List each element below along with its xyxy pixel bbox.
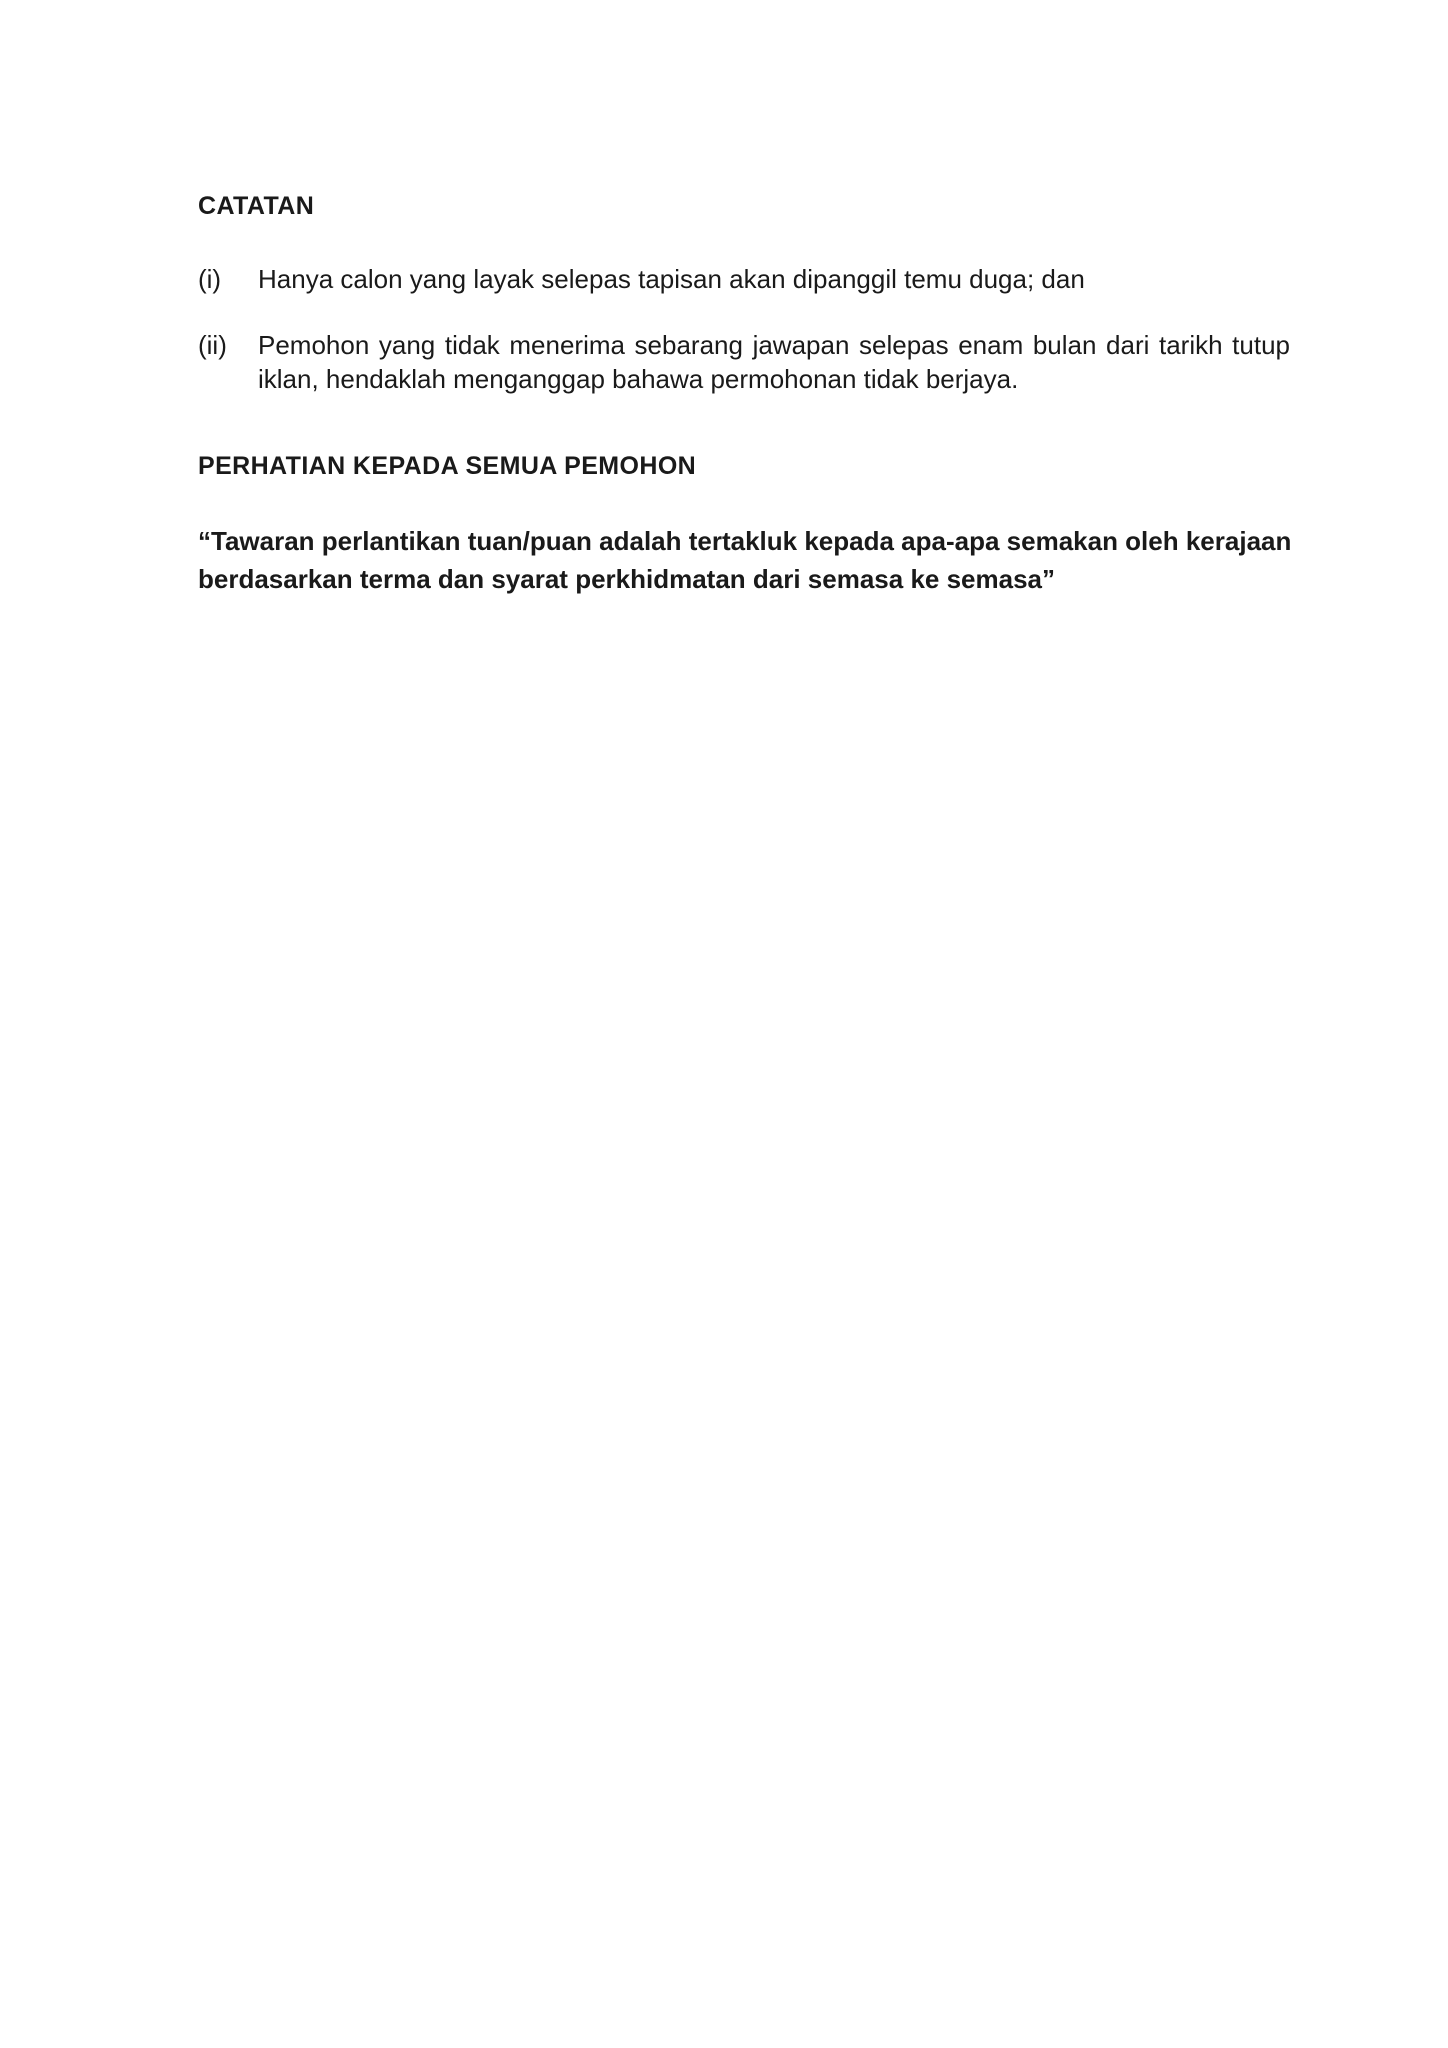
catatan-heading: CATATAN xyxy=(198,192,315,220)
note-text: Hanya calon yang layak selepas tapisan akan dipanggil temu duga; dan xyxy=(258,264,1085,294)
note-item-2 xyxy=(198,328,1290,396)
note-number: (ii) xyxy=(198,330,227,360)
note-item-1 xyxy=(198,262,1290,296)
note-number: (i) xyxy=(198,264,222,294)
perhatian-heading: PERHATIAN KEPADA SEMUA PEMOHON xyxy=(198,452,697,480)
note-text: Pemohon yang tidak menerima sebarang jawapan selepas enam bulan dari tarikh tutup iklan, hendaklah menganggap bahawa permohonan tidak berjaya. xyxy=(258,330,1290,394)
perhatian-statement: “Tawaran perlantikan tuan/puan adalah tertakluk kepada apa-apa semakan oleh kerajaan berdasarkan terma dan syarat perkhidmatan dari semasa ke semasa” xyxy=(198,526,1292,594)
